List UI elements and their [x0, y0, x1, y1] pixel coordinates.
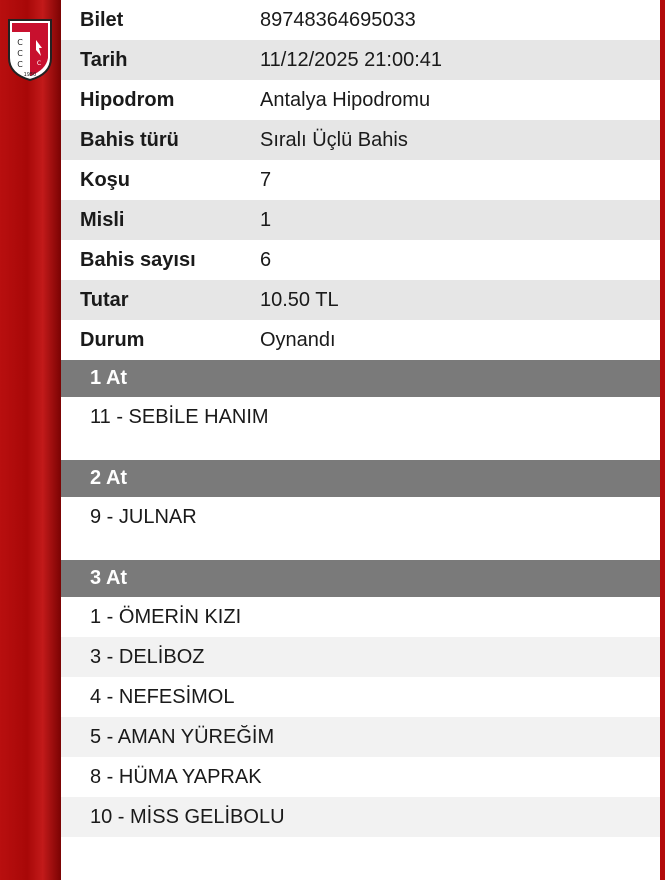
info-value: Sıralı Üçlü Bahis	[260, 128, 408, 151]
info-value: Antalya Hipodromu	[260, 88, 431, 111]
info-row	[61, 200, 660, 240]
section-spacer	[61, 437, 660, 460]
info-label: Bahis türü	[80, 128, 179, 151]
info-label: Bilet	[80, 8, 124, 31]
info-row	[61, 320, 660, 360]
info-row	[61, 40, 660, 80]
club-crest-icon	[6, 18, 54, 82]
info-row	[61, 0, 660, 40]
info-value: 11/12/2025 21:00:41	[260, 48, 443, 71]
svg-text:C: C	[36, 60, 42, 67]
info-value: 10.50 TL	[260, 288, 339, 311]
ticket-detail-panel	[61, 0, 660, 880]
horse-row: 10 - MİSS GELİBOLU	[61, 797, 660, 837]
selection-list	[61, 360, 660, 837]
info-value: 1	[260, 208, 272, 231]
horse-row: 8 - HÜMA YAPRAK	[90, 765, 262, 788]
info-label: Bahis sayısı	[80, 248, 196, 271]
info-value: 7	[260, 168, 272, 191]
horse-row: 1 - ÖMERİN KIZI	[90, 605, 242, 628]
info-row	[61, 120, 660, 160]
info-label: Misli	[80, 208, 125, 231]
horse-row: 9 - JULNAR	[90, 505, 197, 528]
horse-row: 4 - NEFESİMOL	[90, 685, 235, 708]
svg-text:C: C	[17, 38, 23, 47]
ticket-info-list	[61, 0, 660, 360]
side-bar	[0, 0, 61, 880]
info-value: Oynandı	[260, 328, 336, 351]
svg-text:C: C	[17, 49, 23, 58]
info-row	[61, 280, 660, 320]
svg-text:C: C	[17, 60, 23, 69]
info-label: Hipodrom	[80, 88, 175, 111]
info-value: 6	[260, 248, 272, 271]
info-label: Koşu	[80, 168, 130, 191]
info-label: Tarih	[80, 48, 128, 71]
svg-text:1950: 1950	[23, 72, 37, 78]
horse-row: 11 - SEBİLE HANIM	[90, 405, 269, 428]
right-edge-bar	[660, 0, 665, 880]
info-value: 89748364695033	[260, 8, 416, 31]
selection-header: 3 At	[61, 560, 660, 597]
horse-row: 5 - AMAN YÜREĞİM	[61, 717, 660, 757]
info-row	[61, 240, 660, 280]
info-row	[61, 160, 660, 200]
info-row	[61, 80, 660, 120]
info-label: Tutar	[80, 288, 129, 311]
selection-header: 1 At	[61, 360, 660, 397]
info-label: Durum	[80, 328, 145, 351]
horse-row: 3 - DELİBOZ	[61, 637, 660, 677]
section-spacer	[61, 537, 660, 560]
selection-header: 2 At	[61, 460, 660, 497]
